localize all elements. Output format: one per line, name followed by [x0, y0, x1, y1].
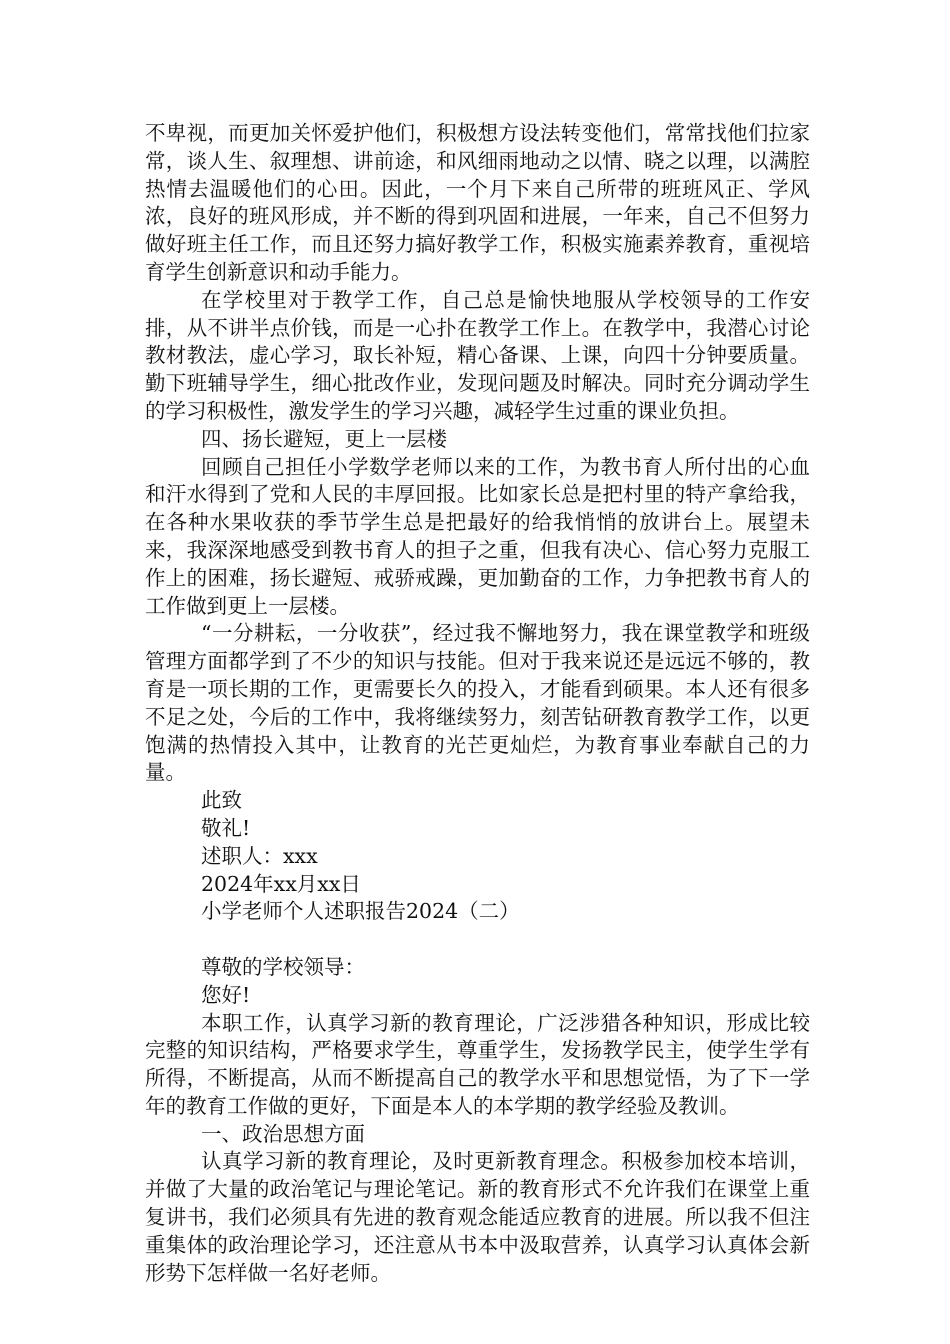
paragraph-teaching-work: 在学校里对于教学工作，自己总是愉快地服从学校领导的工作安排，从不讲半点价钱，而是一心扑在教学工作上。在教学中，我潜心讨论教材教法，虚心学习，取长补短，精心备课、上课，向四十分钟要质量。勤下班辅导学生，细心批改作业，发现问题及时解决。同时充分调动学生的学习积极性，激发学生的学习兴趣，减轻学生过重的课业负担。: [145, 287, 810, 423]
paragraph-political-study: 认真学习新的教育理论，及时更新教育理念。积极参加校本培训，并做了大量的政治笔记与理论笔记。新的教育形式不允许我们在课堂上重复讲书，我们必须具有先进的教育观念能适应教育的进展。所以我不但注重集体的政治理论学习，还注意从书本中汲取营养，认真学习认真体会新形势下怎样做一名好老师。: [145, 1149, 810, 1285]
blank-line: [145, 926, 810, 954]
paragraph-class-management: 不卑视，而更加关怀爱护他们，积极想方设法转变他们，常常找他们拉家常，谈人生、叙理想、讲前途，和风细雨地动之以情、晓之以理，以满腔热情去温暖他们的心田。因此，一个月下来自己所带的班班风正、学风浓，良好的班风形成，并不断的得到巩固和进展，一年来，自己不但努力做好班主任工作，而且还努力搞好教学工作，积极实施素养教育，重视培育学生创新意识和动手能力。: [145, 121, 810, 284]
closing-line-2: 敬礼!: [201, 815, 251, 840]
salutation-line: 尊敬的学校领导：: [201, 954, 365, 979]
report-title-two: 小学老师个人述职报告2024（二）: [201, 899, 520, 924]
paragraph-intro: 本职工作，认真学习新的教育理论，广泛涉猎各种知识，形成比较完整的知识结构，严格要求学生，尊重学生，发扬教学民主，使学生学有所得，不断提高，从而不断提高自己的教学水平和思想觉悟，为了下一学年的教育工作做的更好，下面是本人的本学期的教学经验及教训。: [145, 1010, 810, 1118]
document-page: [145, 120, 810, 1287]
signer-line: 述职人：xxx: [201, 843, 318, 868]
greeting-line: 您好!: [201, 982, 251, 1007]
paragraph-review: 回顾自己担任小学数学老师以来的工作，为教书育人所付出的心血和汗水得到了党和人民的丰厚回报。比如家长总是把村里的特产拿给我，在各种水果收获的季节学生总是把最好的给我悄悄的放讲台上。展望未来，我深深地感受到教书育人的担子之重，但我有决心、信心努力克服工作上的困难，扬长避短、戒骄戒躁，更加勤奋的工作，力争把教书育人的工作做到更上一层楼。: [145, 454, 810, 618]
closing-line-1: 此致: [201, 788, 242, 813]
date-line: 2024年xx月xx日: [201, 871, 361, 896]
paragraph-summary: “一分耕耘，一分收获”，经过我不懈地努力，我在课堂教学和班级管理方面都学到了不少的知识与技能。但对于我来说还是远远不够的，教育是一项长期的工作，更需要长久的投入，才能看到硕果。本人还有很多不足之处，今后的工作中，我将继续努力，刻苦钻研教育教学工作，以更饱满的热情投入其中，让教育的光芒更灿烂，为教育事业奉献自己的力量。: [145, 621, 810, 785]
section-heading-one: 一、政治思想方面: [201, 1121, 365, 1146]
section-heading-four: 四、扬长避短，更上一层楼: [201, 426, 447, 451]
